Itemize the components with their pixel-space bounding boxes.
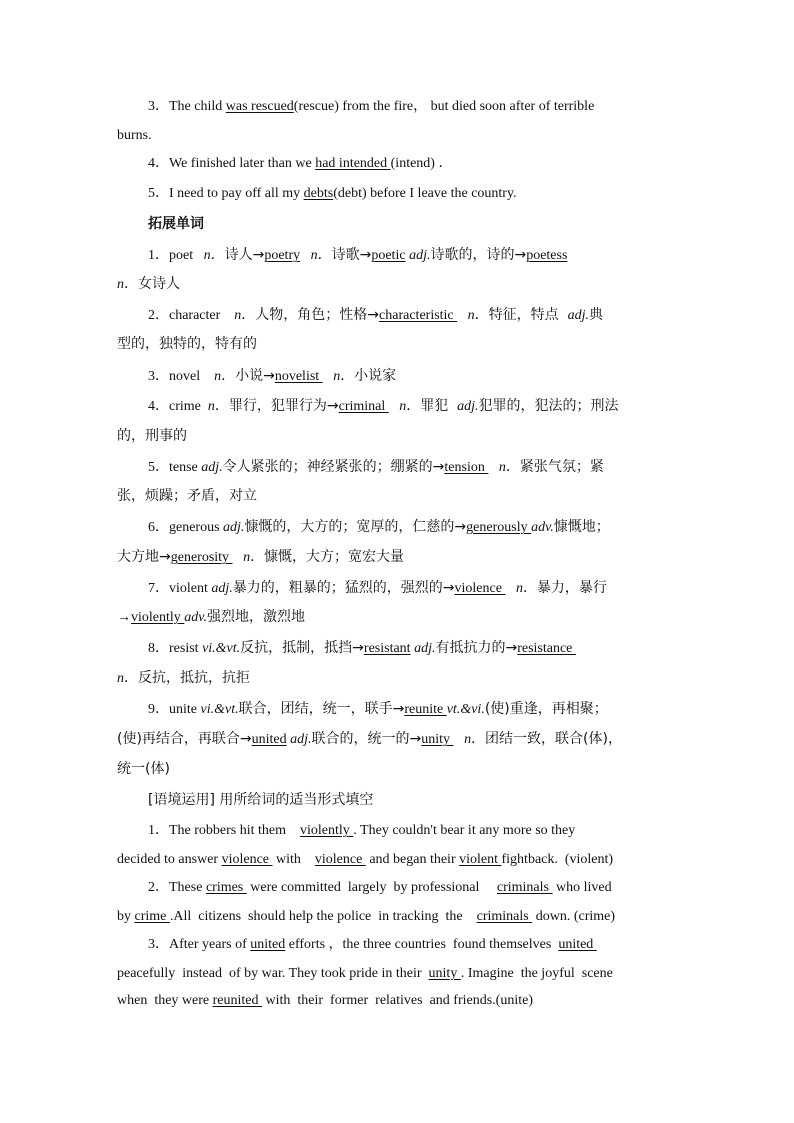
definition-text: (使)重逢，再相聚； bbox=[484, 701, 608, 717]
part-of-speech: vi.&vt. bbox=[200, 702, 239, 717]
sentence-text: (rescue) from the fire， but died soon after of terrible bbox=[293, 99, 595, 114]
answer-blank: tension bbox=[444, 460, 489, 475]
definition-text: 反抗，抵制，抵挡→ bbox=[240, 640, 364, 656]
vocab-item-2-line-1 bbox=[148, 305, 682, 325]
vocab-item-1-line-2 bbox=[117, 274, 682, 294]
text-run bbox=[323, 369, 334, 384]
practice-q1-line-2 bbox=[117, 850, 682, 870]
answer-blank: resistance bbox=[517, 641, 576, 656]
part-of-speech: n bbox=[117, 277, 124, 292]
answer-blank: was rescued bbox=[225, 99, 294, 114]
definition-text: 张，烦躁；矛盾，对立 bbox=[117, 488, 257, 504]
text-run: down. (crime) bbox=[532, 909, 616, 924]
answer-blank: unity bbox=[428, 966, 461, 981]
part-of-speech: adv. bbox=[184, 610, 207, 625]
answer-blank: united bbox=[250, 937, 286, 952]
definition-text: ．罪犯 bbox=[406, 398, 458, 414]
answer-blank: reunited bbox=[212, 993, 263, 1008]
text-run: 3．novel bbox=[148, 369, 215, 384]
answer-blank: criminals bbox=[496, 880, 553, 895]
definition-text: 慷慨地； bbox=[553, 519, 610, 535]
text-run: by bbox=[117, 909, 135, 924]
part-of-speech: adj. bbox=[223, 520, 245, 535]
answer-blank: generosity bbox=[170, 550, 233, 565]
text-run bbox=[233, 550, 244, 565]
vocab-item-6-line-2 bbox=[117, 547, 682, 567]
answer-blank: had intended bbox=[315, 156, 391, 171]
text-run: 2．character bbox=[148, 308, 235, 323]
part-of-speech: n bbox=[310, 248, 318, 263]
vocab-item-5-line-2 bbox=[117, 486, 682, 506]
vocab-item-4-line-2 bbox=[117, 426, 682, 446]
answer-blank: violently bbox=[131, 610, 185, 625]
definition-text: ．特征，特点 bbox=[474, 307, 568, 323]
part-of-speech: vi.&vt. bbox=[202, 641, 241, 656]
text-run: were committed largely by professional bbox=[246, 880, 497, 895]
vocab-item-6-line-1 bbox=[148, 517, 682, 537]
part-of-speech: adv. bbox=[531, 520, 554, 535]
answer-blank: united bbox=[558, 937, 597, 952]
definition-text: 联合的，统一的→ bbox=[311, 731, 422, 747]
text-run bbox=[454, 732, 465, 747]
sentence-5 bbox=[148, 184, 682, 204]
part-of-speech: adj. bbox=[290, 732, 312, 747]
definition-text: (使)再结合，再联合→ bbox=[117, 731, 252, 747]
answer-blank: violent bbox=[459, 852, 502, 867]
vocab-item-5-line-1 bbox=[148, 457, 682, 477]
definition-text: ．小说家 bbox=[340, 368, 397, 384]
answer-blank: generously bbox=[466, 520, 532, 535]
definition-text: 大方地→ bbox=[117, 549, 171, 565]
vocab-item-9-line-1 bbox=[148, 699, 682, 719]
text-run: 3．After years of bbox=[148, 937, 251, 952]
text-run: 8．resist bbox=[148, 641, 203, 656]
text-run: . Imagine the joyful scene bbox=[460, 966, 613, 981]
part-of-speech: adj. bbox=[457, 399, 479, 414]
part-of-speech: n bbox=[515, 581, 523, 596]
definition-text: ．紧张气氛；紧 bbox=[505, 459, 604, 475]
text-run: 7．violent bbox=[148, 581, 212, 596]
answer-blank: poetic bbox=[371, 248, 406, 263]
answer-blank: reunite bbox=[404, 702, 447, 717]
answer-blank: unity bbox=[421, 732, 454, 747]
answer-blank: characteristic bbox=[379, 308, 458, 323]
vocab-item-9-line-2 bbox=[117, 729, 682, 749]
answer-blank: poetry bbox=[264, 248, 301, 263]
answer-blank: novelist bbox=[274, 369, 323, 384]
vocab-item-9-line-3 bbox=[117, 759, 682, 779]
answer-blank: debts bbox=[303, 186, 334, 201]
part-of-speech: vt.&vi. bbox=[446, 702, 485, 717]
definition-text: 有抵抗力的→ bbox=[435, 640, 518, 656]
practice-q3-line-2 bbox=[117, 964, 682, 984]
text-run bbox=[300, 248, 311, 263]
definition-text: 强烈地，激烈地 bbox=[206, 609, 305, 625]
sentence-text: 3．The child bbox=[148, 99, 226, 114]
text-run: 2．These bbox=[148, 880, 206, 895]
text-run: and began their bbox=[365, 852, 460, 867]
text-run: 6．generous bbox=[148, 520, 224, 535]
definition-text: 统一(体) bbox=[117, 761, 170, 777]
definition-text: 的，刑事的 bbox=[117, 428, 187, 444]
definition-text: ．暴力，暴行 bbox=[522, 580, 607, 596]
text-run: who lived bbox=[552, 880, 612, 895]
sentence-3 bbox=[148, 97, 682, 117]
definition-text: 典 bbox=[588, 307, 603, 323]
text-run: with their former relatives and friends.(unite) bbox=[262, 993, 533, 1008]
answer-blank: resistant bbox=[363, 641, 411, 656]
text-run bbox=[457, 308, 468, 323]
text-run: fightback. (violent) bbox=[501, 852, 614, 867]
sentence-text: 4．We finished later than we bbox=[148, 156, 316, 171]
part-of-speech: n bbox=[498, 460, 506, 475]
text-run: 1．The robbers hit them bbox=[148, 823, 301, 838]
answer-blank: criminals bbox=[476, 909, 533, 924]
text-run: peacefully instead of by war. They took pride in their bbox=[117, 966, 429, 981]
section-heading-practice: [语境运用] 用所给词的适当形式填空 bbox=[148, 792, 374, 808]
part-of-speech: n bbox=[234, 308, 242, 323]
part-of-speech: adj. bbox=[409, 248, 431, 263]
definition-text: ．诗人→ bbox=[210, 247, 265, 263]
part-of-speech: adj. bbox=[414, 641, 436, 656]
definition-text: ．小说→ bbox=[221, 368, 275, 384]
text-run bbox=[389, 399, 400, 414]
definition-text: 暴力的，粗暴的；猛烈的，强烈的→ bbox=[232, 580, 455, 596]
text-run: 1．poet bbox=[148, 248, 204, 263]
practice-q3-line-3 bbox=[117, 991, 682, 1011]
vocab-item-2-line-2 bbox=[117, 334, 682, 354]
sentence-text: (debt) before I leave the country. bbox=[333, 186, 517, 201]
sentence-text: 5．I need to pay off all my bbox=[148, 186, 304, 201]
text-run: with bbox=[272, 852, 315, 867]
sentence-4 bbox=[148, 154, 682, 174]
answer-blank: crimes bbox=[205, 880, 247, 895]
definition-text: 犯罪的，犯法的；刑法 bbox=[478, 398, 619, 414]
answer-blank: violence bbox=[314, 852, 366, 867]
answer-blank: criminal bbox=[338, 399, 389, 414]
part-of-speech: n bbox=[464, 732, 472, 747]
text-run: → bbox=[117, 610, 131, 625]
practice-q1-line-1 bbox=[148, 821, 682, 841]
definition-text: ．慷慨，大方；宽宏大量 bbox=[250, 549, 405, 565]
vocab-item-8-line-1 bbox=[148, 638, 682, 658]
answer-blank: crime bbox=[134, 909, 170, 924]
text-run bbox=[505, 581, 516, 596]
text-run: decided to answer bbox=[117, 852, 222, 867]
text-run: when they were bbox=[117, 993, 213, 1008]
definition-text: ．反抗，抵抗，抗拒 bbox=[124, 670, 250, 686]
answer-blank: united bbox=[251, 732, 287, 747]
definition-text: ．团结一致，联合(体)， bbox=[471, 731, 622, 747]
part-of-speech: n bbox=[467, 308, 475, 323]
definition-text: 联合，团结，统一，联手→ bbox=[238, 701, 405, 717]
part-of-speech: adj. bbox=[201, 460, 223, 475]
part-of-speech: n bbox=[333, 369, 341, 384]
part-of-speech: n bbox=[207, 399, 215, 414]
vocab-item-8-line-2 bbox=[117, 668, 682, 688]
text-run: 5．tense bbox=[148, 460, 202, 475]
definition-text: ．人物，角色；性格→ bbox=[241, 307, 380, 323]
text-run: . They couldn't bear it any more so they bbox=[353, 823, 576, 838]
vocab-item-4-line-1 bbox=[148, 396, 682, 416]
answer-blank: violently bbox=[300, 823, 354, 838]
definition-text: 型的，独特的，特有的 bbox=[117, 336, 257, 352]
part-of-speech: n bbox=[214, 369, 222, 384]
practice-q2-line-1 bbox=[148, 878, 682, 898]
vocab-item-1-line-1 bbox=[148, 245, 682, 265]
definition-text: 慷慨的，大方的；宽厚的，仁慈的→ bbox=[244, 519, 467, 535]
part-of-speech: n bbox=[399, 399, 407, 414]
definition-text: 令人紧张的；神经紧张的；绷紧的→ bbox=[222, 459, 445, 475]
definition-text: 诗歌的，诗的→ bbox=[430, 247, 527, 263]
vocab-item-3-line-1 bbox=[148, 366, 682, 386]
definition-text: ．诗歌→ bbox=[317, 247, 372, 263]
part-of-speech: n bbox=[117, 671, 124, 686]
sentence-text: burns. bbox=[117, 128, 152, 143]
vocab-item-7-line-2 bbox=[117, 607, 682, 627]
text-run: 9．unite bbox=[148, 702, 201, 717]
answer-blank: violence bbox=[454, 581, 506, 596]
section-heading-vocab: 拓展单词 bbox=[148, 216, 204, 232]
practice-q3-line-1 bbox=[148, 935, 682, 955]
practice-q2-line-2 bbox=[117, 907, 682, 927]
definition-text: ．罪行，犯罪行为→ bbox=[214, 398, 339, 414]
answer-blank: poetess bbox=[526, 248, 568, 263]
sentence-3-continued bbox=[117, 126, 682, 146]
vocab-item-7-line-1 bbox=[148, 578, 682, 598]
part-of-speech: n bbox=[243, 550, 251, 565]
text-run: .All citizens should help the police in tracking the bbox=[169, 909, 477, 924]
part-of-speech: adj. bbox=[567, 308, 589, 323]
text-run: 4．crime bbox=[148, 399, 208, 414]
text-run: efforts ，the three countries found themselves bbox=[285, 937, 559, 952]
part-of-speech: n bbox=[203, 248, 211, 263]
definition-text: ．女诗人 bbox=[124, 276, 180, 292]
sentence-text: (intend) ． bbox=[390, 156, 453, 171]
text-run bbox=[488, 460, 499, 475]
answer-blank: violence bbox=[221, 852, 273, 867]
part-of-speech: adj. bbox=[211, 581, 233, 596]
